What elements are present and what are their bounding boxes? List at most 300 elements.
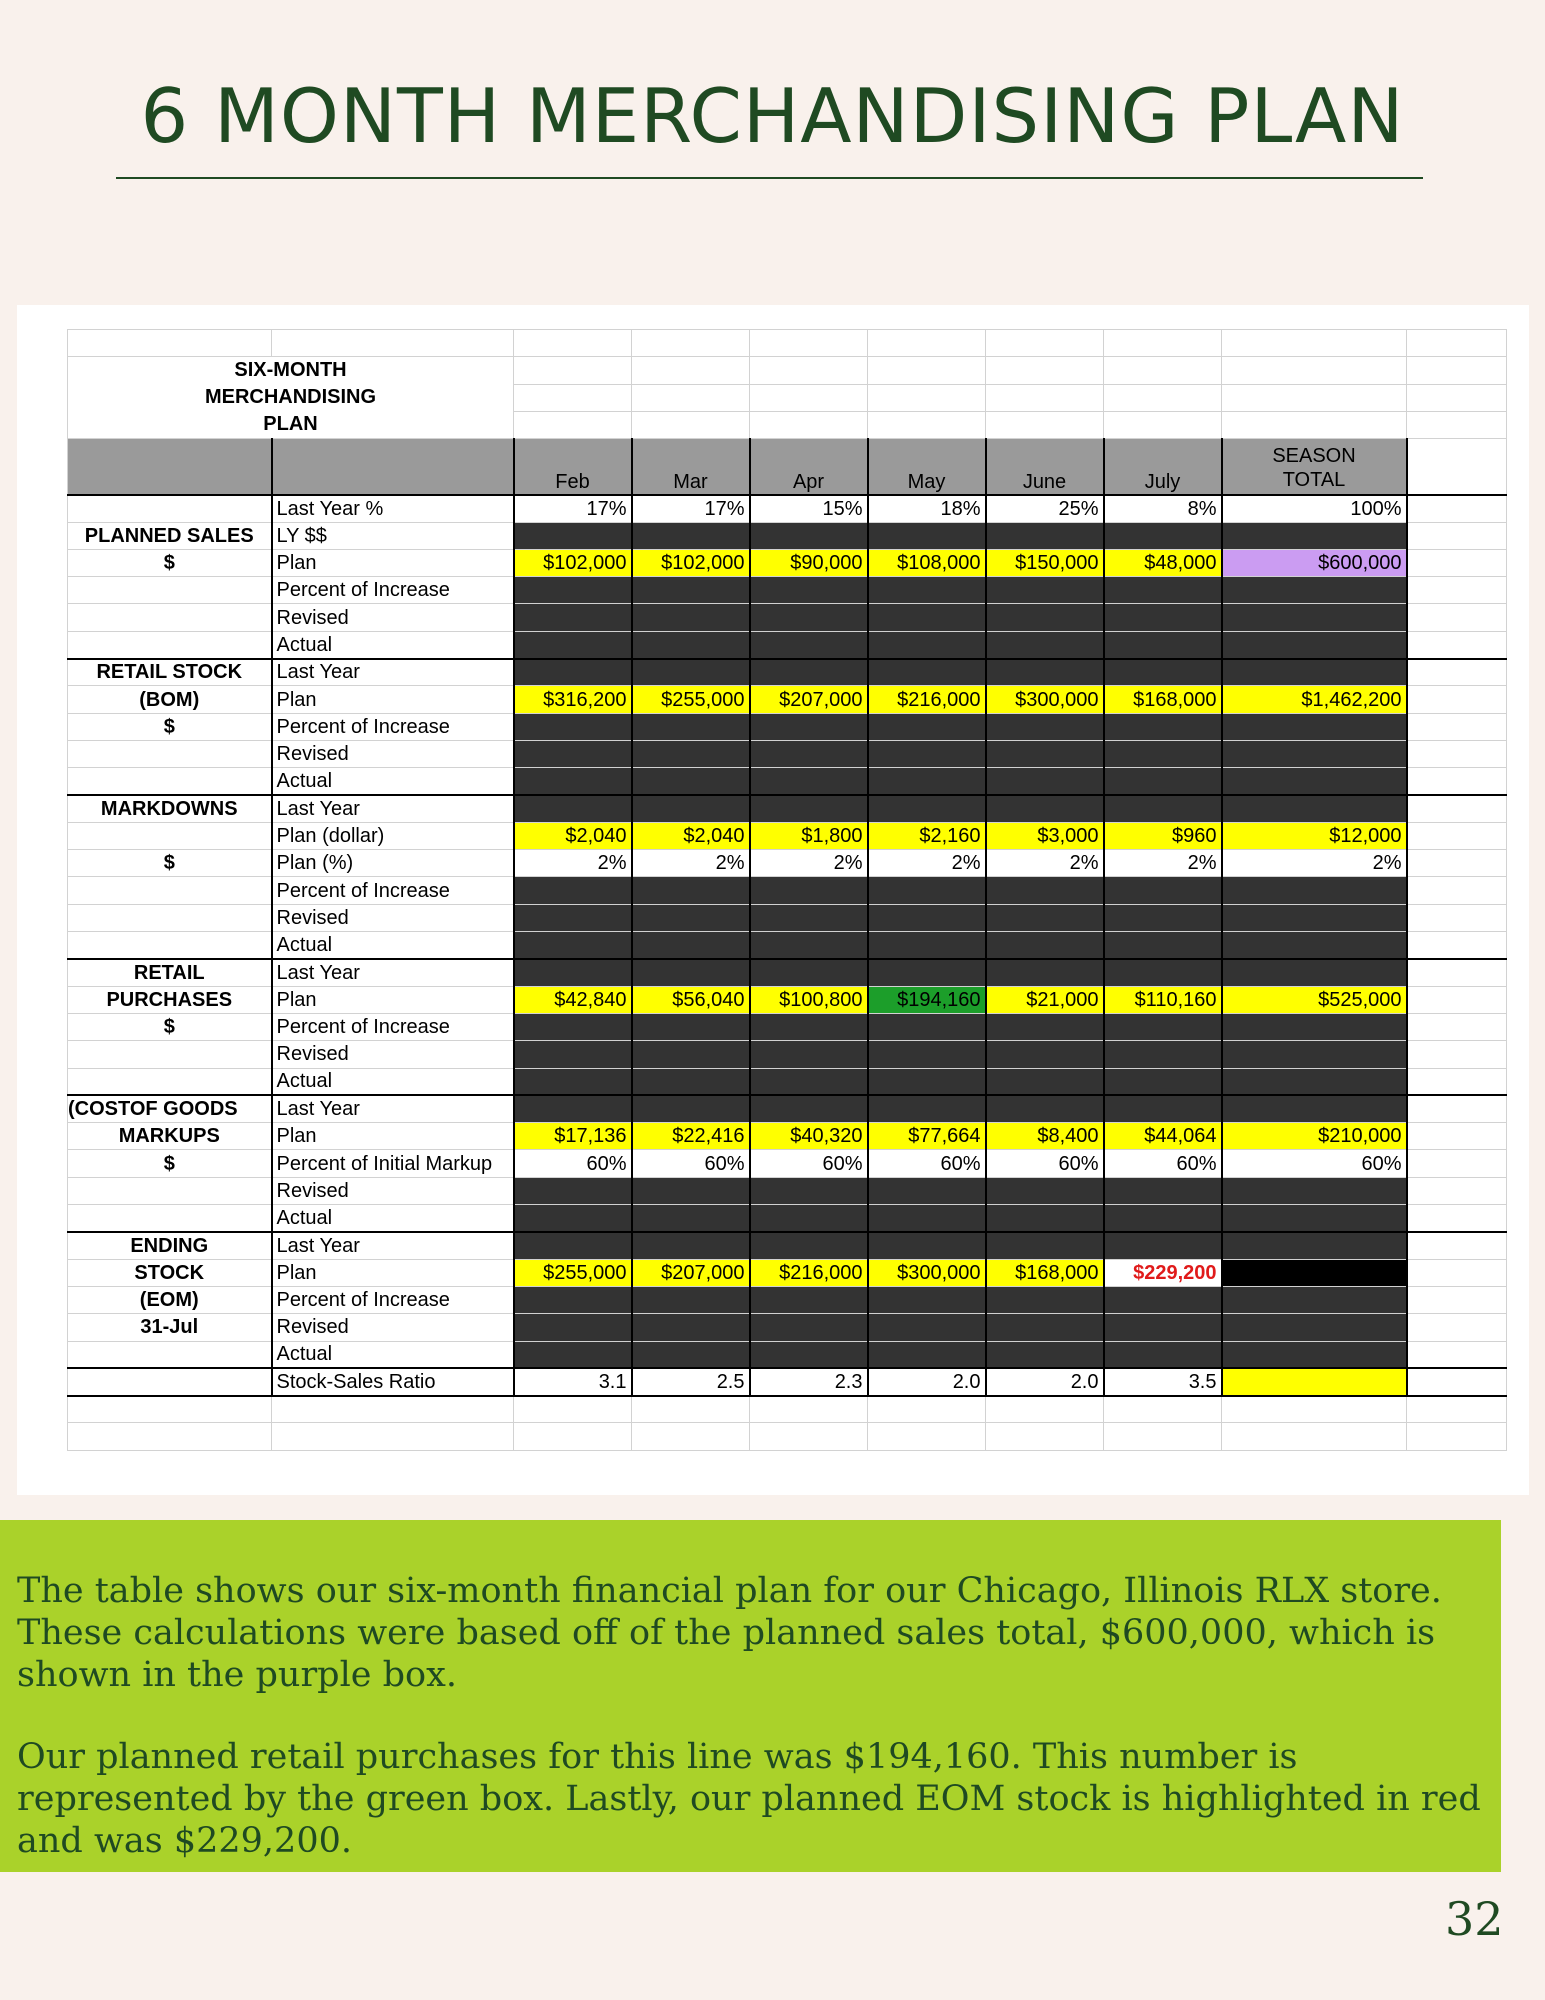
empty-cell [1104,411,1222,438]
value-cell-feb: 60% [514,1150,632,1177]
row-label: Last Year [272,1095,514,1122]
value-cell-june [986,1013,1104,1040]
row-label: Plan [272,549,514,576]
row-label: Last Year [272,1232,514,1259]
empty-cell [1407,631,1507,658]
value-cell-june [986,1041,1104,1068]
empty-cell [1104,357,1222,384]
empty-cell [1407,959,1507,986]
value-cell-mar [632,1314,750,1341]
empty-cell [986,384,1104,411]
value-cell-july [1104,1041,1222,1068]
empty-cell [1407,1205,1507,1232]
season-total-cell [1222,631,1407,658]
month-header-feb: Feb [514,439,632,495]
section-label [68,1368,272,1395]
empty-cell [1222,384,1407,411]
season-total-cell [1222,959,1407,986]
value-cell-may [868,932,986,959]
season-total-cell [1222,1205,1407,1232]
month-header-apr: Apr [750,439,868,495]
empty-cell [1407,1423,1507,1450]
row-label: Actual [272,1205,514,1232]
value-cell-may [868,877,986,904]
value-cell-june [986,1286,1104,1313]
value-cell-mar [632,904,750,931]
value-cell-june [986,1232,1104,1259]
value-cell-july [1104,740,1222,767]
section-label [68,495,272,522]
section-label: MARKDOWNS [68,795,272,822]
empty-cell [1407,877,1507,904]
value-cell-mar: $207,000 [632,1259,750,1286]
value-cell-june: 25% [986,495,1104,522]
value-cell-apr: $100,800 [750,986,868,1013]
value-cell-may [868,1095,986,1122]
season-total-cell: 60% [1222,1150,1407,1177]
month-header-june: June [986,439,1104,495]
value-cell-july [1104,1013,1222,1040]
empty-cell [632,330,750,357]
empty-cell [514,384,632,411]
row-label: Actual [272,768,514,795]
value-cell-mar [632,768,750,795]
value-cell-june [986,1205,1104,1232]
value-cell-feb: $255,000 [514,1259,632,1286]
row-label: Last Year % [272,495,514,522]
value-cell-apr [750,1232,868,1259]
empty-cell [750,1423,868,1450]
row-label: Plan (dollar) [272,822,514,849]
value-cell-mar: $2,040 [632,822,750,849]
row-label: Stock-Sales Ratio [272,1368,514,1395]
empty-cell [1222,1423,1407,1450]
value-cell-july [1104,1095,1222,1122]
season-total-cell: $600,000 [1222,549,1407,576]
empty-cell [514,330,632,357]
empty-cell [986,1423,1104,1450]
value-cell-mar [632,877,750,904]
section-label: 31-Jul [68,1314,272,1341]
value-cell-june [986,577,1104,604]
value-cell-apr: 2% [750,850,868,877]
section-label [68,1341,272,1368]
section-label: $ [68,850,272,877]
title-divider [116,177,1423,179]
empty-cell [514,411,632,438]
value-cell-feb: $102,000 [514,549,632,576]
value-cell-july [1104,1314,1222,1341]
value-cell-mar: $102,000 [632,549,750,576]
empty-cell [514,357,632,384]
season-total-cell [1222,577,1407,604]
value-cell-apr [750,631,868,658]
section-label [68,822,272,849]
row-label: Revised [272,1041,514,1068]
empty-cell [1407,850,1507,877]
empty-cell [68,1423,272,1450]
season-total-cell [1222,713,1407,740]
season-total-cell [1222,877,1407,904]
empty-cell [868,411,986,438]
section-label [68,1205,272,1232]
value-cell-mar: $255,000 [632,686,750,713]
value-cell-june [986,631,1104,658]
value-cell-july [1104,795,1222,822]
empty-cell [986,357,1104,384]
value-cell-feb [514,659,632,686]
value-cell-mar [632,713,750,740]
row-label: Last Year [272,659,514,686]
value-cell-july: $44,064 [1104,1123,1222,1150]
value-cell-mar [632,795,750,822]
row-label: Percent of Increase [272,877,514,904]
empty-cell [1222,357,1407,384]
empty-cell [1407,357,1507,384]
value-cell-june: $3,000 [986,822,1104,849]
value-cell-feb [514,795,632,822]
value-cell-june: 2% [986,850,1104,877]
value-cell-feb [514,713,632,740]
value-cell-feb [514,1068,632,1095]
empty-cell [1222,330,1407,357]
value-cell-mar [632,740,750,767]
value-cell-july [1104,522,1222,549]
value-cell-apr: $207,000 [750,686,868,713]
value-cell-july [1104,659,1222,686]
empty-cell [868,1423,986,1450]
empty-cell [1104,1396,1222,1423]
season-total-cell [1222,740,1407,767]
season-total-cell: 2% [1222,850,1407,877]
month-header-may: May [868,439,986,495]
value-cell-july [1104,768,1222,795]
row-label: Revised [272,1314,514,1341]
value-cell-july [1104,877,1222,904]
value-cell-july: $168,000 [1104,686,1222,713]
empty-cell [1407,659,1507,686]
value-cell-june [986,1068,1104,1095]
empty-cell [1407,330,1507,357]
empty-cell [1407,795,1507,822]
value-cell-may [868,740,986,767]
section-label [68,631,272,658]
empty-cell [1407,1095,1507,1122]
empty-cell [1407,686,1507,713]
value-cell-may: $108,000 [868,549,986,576]
row-label: Plan [272,1259,514,1286]
value-cell-may [868,1068,986,1095]
value-cell-mar [632,1013,750,1040]
value-cell-may [868,959,986,986]
row-label: Revised [272,1177,514,1204]
season-total-cell: $210,000 [1222,1123,1407,1150]
empty-cell [68,330,272,357]
row-label: Actual [272,932,514,959]
season-total-cell [1222,768,1407,795]
section-label [68,877,272,904]
value-cell-june: 60% [986,1150,1104,1177]
value-cell-apr [750,1341,868,1368]
value-cell-may [868,1314,986,1341]
section-label: PLANNED SALES [68,522,272,549]
value-cell-may [868,1286,986,1313]
empty-cell [1222,1396,1407,1423]
row-label: Plan [272,1123,514,1150]
value-cell-apr [750,659,868,686]
value-cell-apr: $216,000 [750,1259,868,1286]
empty-cell [272,1423,514,1450]
empty-cell [632,1423,750,1450]
value-cell-july [1104,1286,1222,1313]
value-cell-mar [632,1286,750,1313]
empty-cell [1407,1041,1507,1068]
value-cell-apr [750,877,868,904]
value-cell-june [986,604,1104,631]
value-cell-mar [632,1341,750,1368]
value-cell-may [868,795,986,822]
value-cell-may [868,1177,986,1204]
value-cell-apr: 15% [750,495,868,522]
value-cell-mar [632,932,750,959]
value-cell-june [986,713,1104,740]
sheet-title-line: SIX-MONTH [234,359,347,382]
value-cell-july [1104,1068,1222,1095]
section-label: $ [68,713,272,740]
value-cell-feb [514,740,632,767]
row-label: Percent of Increase [272,713,514,740]
value-cell-may [868,713,986,740]
value-cell-mar [632,522,750,549]
empty-cell [1104,384,1222,411]
empty-cell [868,384,986,411]
empty-cell [1407,439,1507,495]
empty-cell [1407,713,1507,740]
value-cell-feb [514,904,632,931]
season-total-cell [1222,659,1407,686]
value-cell-mar: 60% [632,1150,750,1177]
section-label: RETAIL STOCK [68,659,272,686]
value-cell-apr: $90,000 [750,549,868,576]
section-label: $ [68,1150,272,1177]
month-header-mar: Mar [632,439,750,495]
merchandising-plan-spreadsheet [17,305,1529,1495]
row-label: Revised [272,904,514,931]
value-cell-may [868,1013,986,1040]
value-cell-june [986,795,1104,822]
empty-cell [1222,411,1407,438]
season-total-cell: $1,462,200 [1222,686,1407,713]
value-cell-may: 60% [868,1150,986,1177]
empty-cell [1407,768,1507,795]
empty-cell [750,384,868,411]
value-cell-apr [750,1314,868,1341]
empty-cell [1104,330,1222,357]
value-cell-feb [514,768,632,795]
empty-cell [1407,932,1507,959]
value-cell-mar [632,659,750,686]
empty-cell [1407,1259,1507,1286]
value-cell-apr [750,1205,868,1232]
row-label: Percent of Increase [272,577,514,604]
ratio-cell-july: 3.5 [1104,1368,1222,1395]
value-cell-feb: $316,200 [514,686,632,713]
empty-cell [1407,1013,1507,1040]
value-cell-feb [514,1041,632,1068]
value-cell-feb [514,1314,632,1341]
row-label: Revised [272,604,514,631]
value-cell-feb [514,604,632,631]
value-cell-mar: $22,416 [632,1123,750,1150]
value-cell-may [868,1041,986,1068]
empty-cell [986,330,1104,357]
value-cell-july [1104,1205,1222,1232]
sheet-title [68,357,514,439]
empty-cell [868,330,986,357]
section-label [68,768,272,795]
value-cell-apr [750,1177,868,1204]
value-cell-feb: $17,136 [514,1123,632,1150]
ratio-cell-mar: 2.5 [632,1368,750,1395]
season-total-header-line: SEASON [1272,444,1356,467]
value-cell-apr [750,1068,868,1095]
value-cell-apr: 60% [750,1150,868,1177]
empty-cell [1407,1314,1507,1341]
value-cell-july [1104,932,1222,959]
value-cell-july: 2% [1104,850,1222,877]
empty-cell [632,357,750,384]
value-cell-may: $2,160 [868,822,986,849]
section-label: MARKUPS [68,1123,272,1150]
section-label: (EOM) [68,1286,272,1313]
section-label [68,1041,272,1068]
empty-cell [1407,986,1507,1013]
value-cell-apr [750,522,868,549]
value-cell-june: $150,000 [986,549,1104,576]
row-label: Plan (%) [272,850,514,877]
season-total-cell [1222,1259,1407,1286]
season-total-cell [1222,1341,1407,1368]
value-cell-july [1104,1341,1222,1368]
season-total-cell [1222,1286,1407,1313]
merchandising-plan-table [67,329,1507,1451]
section-label [68,904,272,931]
value-cell-june: $21,000 [986,986,1104,1013]
empty-cell [1407,1150,1507,1177]
summary-paragraph-2: Our planned retail purchases for this line was $194,160. This number is represented by the green box. Lastly, our planned EOM stock is highlighted in red and was $229,200. [17,1737,1481,1861]
value-cell-may [868,768,986,795]
value-cell-july: $229,200 [1104,1259,1222,1286]
season-total-cell [1222,522,1407,549]
empty-cell [632,384,750,411]
season-total-cell [1222,1314,1407,1341]
value-cell-may: 18% [868,495,986,522]
empty-cell [632,1396,750,1423]
row-label: Plan [272,686,514,713]
value-cell-july: 60% [1104,1150,1222,1177]
value-cell-apr [750,713,868,740]
value-cell-may: $77,664 [868,1123,986,1150]
season-total-header-line: TOTAL [1282,468,1346,491]
value-cell-july [1104,1177,1222,1204]
value-cell-may [868,1232,986,1259]
value-cell-july [1104,577,1222,604]
value-cell-july: $48,000 [1104,549,1222,576]
value-cell-may: $300,000 [868,1259,986,1286]
value-cell-feb [514,932,632,959]
empty-cell [986,411,1104,438]
value-cell-feb: 2% [514,850,632,877]
empty-cell [1407,1368,1507,1395]
value-cell-feb [514,522,632,549]
season-total-cell [1222,604,1407,631]
value-cell-june: $8,400 [986,1123,1104,1150]
value-cell-june [986,1095,1104,1122]
season-total-cell: $12,000 [1222,822,1407,849]
section-label [68,740,272,767]
value-cell-feb [514,1177,632,1204]
row-label: Last Year [272,795,514,822]
ratio-cell-june: 2.0 [986,1368,1104,1395]
section-label [68,1177,272,1204]
value-cell-mar: 2% [632,850,750,877]
page-title: 6 MONTH MERCHANDISING PLAN [140,72,1405,160]
row-label: Actual [272,1068,514,1095]
value-cell-apr [750,1095,868,1122]
season-total-cell [1222,1177,1407,1204]
value-cell-june [986,904,1104,931]
empty-cell [1407,904,1507,931]
section-label [68,604,272,631]
empty-cell [1407,384,1507,411]
value-cell-may [868,577,986,604]
value-cell-july [1104,713,1222,740]
ratio-cell-feb: 3.1 [514,1368,632,1395]
value-cell-july [1104,1232,1222,1259]
empty-cell [1407,1177,1507,1204]
value-cell-feb: 17% [514,495,632,522]
value-cell-may: $194,160 [868,986,986,1013]
empty-cell [750,330,868,357]
empty-cell [1407,604,1507,631]
value-cell-apr [750,1013,868,1040]
empty-cell [1407,822,1507,849]
empty-cell [1407,577,1507,604]
value-cell-july: $110,160 [1104,986,1222,1013]
value-cell-may [868,631,986,658]
month-header-july: July [1104,439,1222,495]
page-number: 32 [1445,1892,1504,1946]
value-cell-feb [514,877,632,904]
value-cell-apr [750,604,868,631]
section-label: ENDING [68,1232,272,1259]
season-total-cell [1222,1068,1407,1095]
ratio-cell-apr: 2.3 [750,1368,868,1395]
value-cell-june [986,768,1104,795]
row-label: LY $$ [272,522,514,549]
season-total-cell [1222,795,1407,822]
empty-cell [1407,1123,1507,1150]
season-total-header [1222,439,1407,495]
sheet-title-line: MERCHANDISING [204,386,377,409]
value-cell-july: 8% [1104,495,1222,522]
value-cell-feb [514,1232,632,1259]
empty-cell [868,357,986,384]
value-cell-july [1104,604,1222,631]
empty-cell [1407,522,1507,549]
season-total-cell: $525,000 [1222,986,1407,1013]
value-cell-june [986,1314,1104,1341]
